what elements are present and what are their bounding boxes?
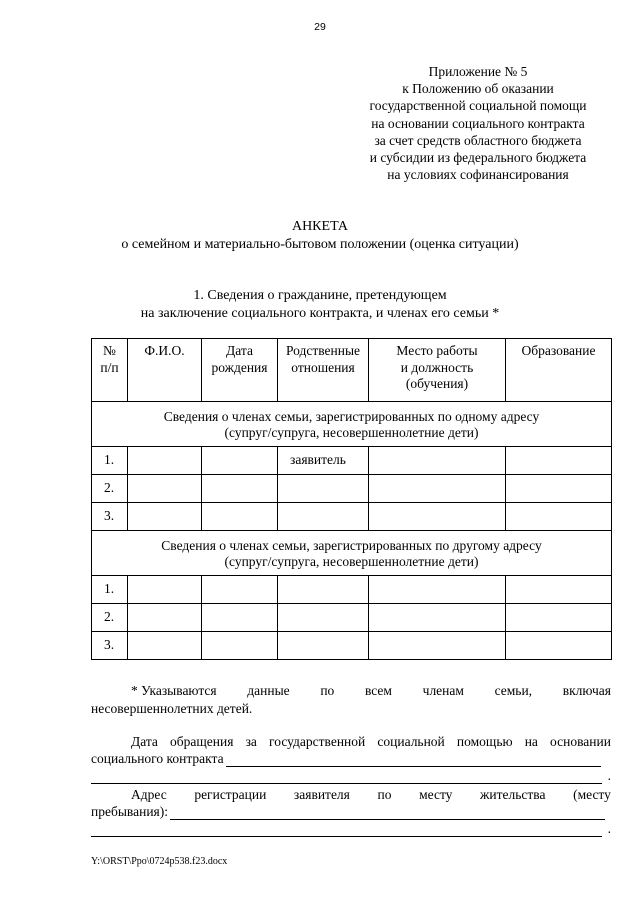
row-number: 1. <box>92 576 128 604</box>
table-row <box>92 632 612 660</box>
footnote-line: * Указываются данные по всем членам семьи, включая <box>131 683 611 698</box>
header-relation: Родственные отношения <box>278 339 369 402</box>
education-cell[interactable] <box>506 503 612 531</box>
form-heading: АНКЕТА <box>291 219 349 234</box>
name-cell[interactable] <box>128 632 202 660</box>
address-input[interactable] <box>170 807 605 820</box>
section-title <box>0 287 640 323</box>
appendix-line: государственной социальной помощи <box>369 98 587 114</box>
workplace-cell[interactable] <box>369 447 506 475</box>
appendix-line: на основании социального контракта <box>371 115 585 131</box>
request-date-input[interactable] <box>226 754 601 767</box>
family-members-table <box>91 338 612 660</box>
header-full-name: Ф.И.О. <box>128 339 202 402</box>
request-date-line <box>91 750 611 767</box>
request-date-input-continued[interactable] <box>91 769 602 784</box>
end-mark: . <box>607 768 611 783</box>
name-cell[interactable] <box>128 604 202 632</box>
section-title-line: 1. Сведения о гражданине, претендующем <box>193 288 447 303</box>
relation-cell[interactable] <box>278 576 369 604</box>
appendix-line: на условиях софинансирования <box>387 167 569 183</box>
footnote <box>91 682 611 718</box>
appendix-line: к Положению об оказании <box>402 81 554 97</box>
name-cell[interactable] <box>128 447 202 475</box>
footer-file-path: Y:\ORST\Ppo\0724p538.f23.docx <box>91 856 228 867</box>
address-text: Адрес регистрации заявителя по месту жительства (месту <box>131 787 611 802</box>
address-continuation <box>91 820 611 837</box>
birth-date-cell[interactable] <box>202 576 278 604</box>
header-education: Образование <box>506 339 612 402</box>
table-header-row <box>92 339 612 402</box>
header-workplace: Место работы и должность (обучения) <box>369 339 506 402</box>
row-number: 3. <box>92 632 128 660</box>
relation-cell[interactable] <box>278 503 369 531</box>
group-other-address: Сведения о членах семьи, зарегистрированных по другому адресу (супруг/супруга, несовершеннолетние дети) <box>92 531 612 576</box>
name-cell[interactable] <box>128 475 202 503</box>
row-number: 1. <box>92 447 128 475</box>
education-cell[interactable] <box>506 576 612 604</box>
table-row <box>92 604 612 632</box>
group-header-row <box>92 531 612 576</box>
birth-date-cell[interactable] <box>202 503 278 531</box>
relation-cell[interactable] <box>278 632 369 660</box>
header-number: № п/п <box>92 339 128 402</box>
relation-cell[interactable]: заявитель <box>278 447 369 475</box>
education-cell[interactable] <box>506 632 612 660</box>
workplace-cell[interactable] <box>369 503 506 531</box>
birth-date-cell[interactable] <box>202 604 278 632</box>
education-cell[interactable] <box>506 447 612 475</box>
form-title <box>0 218 640 254</box>
address-label: пребывания): <box>91 804 168 819</box>
row-number: 2. <box>92 475 128 503</box>
row-number: 3. <box>92 503 128 531</box>
education-cell[interactable] <box>506 604 612 632</box>
relation-cell[interactable] <box>278 604 369 632</box>
workplace-cell[interactable] <box>369 604 506 632</box>
birth-date-cell[interactable] <box>202 632 278 660</box>
header-birth-date: Дата рождения <box>202 339 278 402</box>
row-number: 2. <box>92 604 128 632</box>
appendix-line: Приложение № 5 <box>428 64 528 79</box>
workplace-cell[interactable] <box>369 632 506 660</box>
request-date-continuation <box>91 767 611 784</box>
section-title-line: на заключение социального контракта, и членах его семьи * <box>140 306 500 321</box>
appendix-reference <box>340 63 616 183</box>
relation-cell[interactable] <box>278 475 369 503</box>
workplace-cell[interactable] <box>369 475 506 503</box>
end-mark: . <box>607 821 611 836</box>
address-input-continued[interactable] <box>91 822 602 837</box>
birth-date-cell[interactable] <box>202 475 278 503</box>
request-date-text: Дата обращения за государственной социальной помощью на основании <box>131 734 611 749</box>
group-same-address: Сведения о членах семьи, зарегистрированных по одному адресу (супруг/супруга, несовершеннолетние дети) <box>92 402 612 447</box>
name-cell[interactable] <box>128 576 202 604</box>
name-cell[interactable] <box>128 503 202 531</box>
table-row <box>92 503 612 531</box>
request-date-field <box>91 733 611 784</box>
table-row <box>92 576 612 604</box>
birth-date-cell[interactable] <box>202 447 278 475</box>
workplace-cell[interactable] <box>369 576 506 604</box>
education-cell[interactable] <box>506 475 612 503</box>
table-row <box>92 475 612 503</box>
appendix-line: и субсидии из федерального бюджета <box>369 150 587 166</box>
group-header-row <box>92 402 612 447</box>
table-row <box>92 447 612 475</box>
request-date-label: социального контракта <box>91 751 224 766</box>
page-number: 29 <box>314 21 326 33</box>
footnote-line: несовершеннолетних детей. <box>91 701 253 716</box>
form-subheading: о семейном и материально-бытовом положении (оценка ситуации) <box>121 237 519 252</box>
appendix-line: за счет средств областного бюджета <box>374 132 582 148</box>
address-field <box>91 786 611 837</box>
address-line <box>91 803 611 820</box>
